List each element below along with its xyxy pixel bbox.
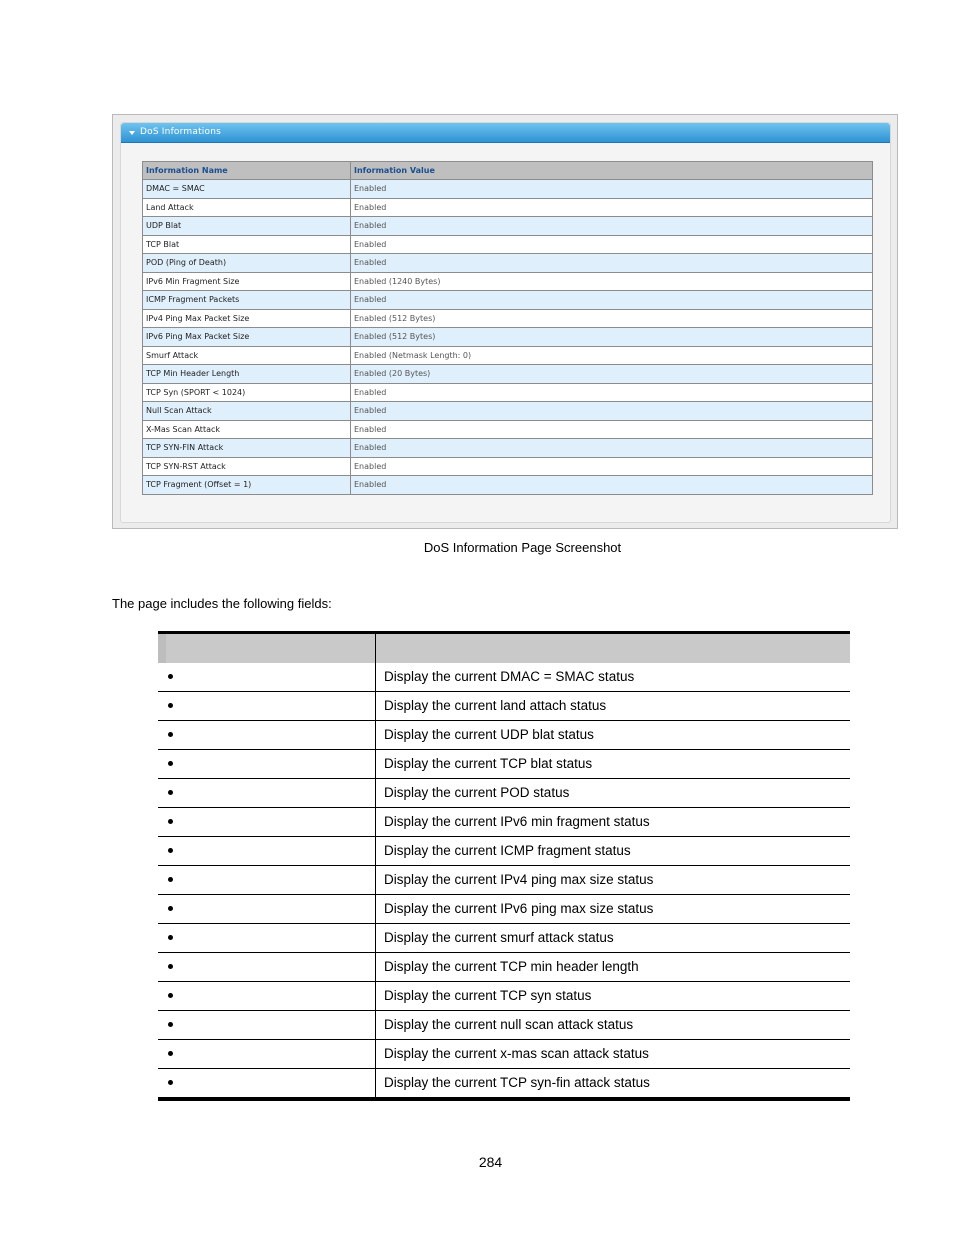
dos-table-body bbox=[143, 180, 873, 495]
panel-title: DoS Informations bbox=[140, 127, 221, 137]
field-description: Display the current null scan attack status bbox=[384, 1017, 634, 1032]
info-value-cell: Enabled bbox=[351, 457, 873, 476]
column-divider bbox=[375, 808, 376, 836]
bullet-icon bbox=[168, 906, 173, 911]
field-description: Display the current UDP blat status bbox=[384, 727, 594, 742]
bullet-icon bbox=[168, 848, 173, 853]
bullet-icon bbox=[168, 1080, 173, 1085]
info-name-cell: IPv4 Ping Max Packet Size bbox=[143, 309, 351, 328]
bullet-icon bbox=[168, 964, 173, 969]
field-description: Display the current ICMP fragment status bbox=[384, 843, 631, 858]
info-name-cell: Smurf Attack bbox=[143, 346, 351, 365]
field-row bbox=[158, 1040, 850, 1069]
field-description: Display the current TCP syn-fin attack status bbox=[384, 1075, 650, 1090]
figure-caption: DoS Information Page Screenshot bbox=[423, 540, 622, 555]
table-row bbox=[143, 254, 873, 273]
fields-table-body bbox=[158, 663, 850, 1098]
dos-info-panel bbox=[120, 122, 891, 523]
field-row bbox=[158, 1069, 850, 1098]
column-divider bbox=[375, 1040, 376, 1068]
bullet-icon bbox=[168, 993, 173, 998]
column-divider bbox=[375, 721, 376, 749]
info-name-cell: Land Attack bbox=[143, 198, 351, 217]
info-name-cell: ICMP Fragment Packets bbox=[143, 291, 351, 310]
info-name-cell: IPv6 Ping Max Packet Size bbox=[143, 328, 351, 347]
table-row bbox=[143, 328, 873, 347]
field-row bbox=[158, 924, 850, 953]
table-row bbox=[143, 291, 873, 310]
info-value-cell: Enabled (Netmask Length: 0) bbox=[351, 346, 873, 365]
info-value-cell: Enabled bbox=[351, 217, 873, 236]
table-row bbox=[143, 309, 873, 328]
collapse-arrow-icon[interactable] bbox=[129, 131, 135, 135]
info-value-cell: Enabled bbox=[351, 180, 873, 199]
bullet-icon bbox=[168, 703, 173, 708]
field-description: Display the current DMAC = SMAC status bbox=[384, 669, 635, 684]
column-divider bbox=[375, 779, 376, 807]
column-divider bbox=[375, 1069, 376, 1097]
screenshot-frame bbox=[112, 114, 898, 529]
info-value-cell: Enabled bbox=[351, 439, 873, 458]
bullet-icon bbox=[168, 1051, 173, 1056]
table-row bbox=[143, 180, 873, 199]
info-value-cell: Enabled bbox=[351, 420, 873, 439]
field-row bbox=[158, 721, 850, 750]
column-divider bbox=[375, 692, 376, 720]
fields-table bbox=[158, 631, 850, 1101]
info-value-cell: Enabled (20 Bytes) bbox=[351, 365, 873, 384]
column-divider bbox=[375, 837, 376, 865]
info-name-cell: UDP Blat bbox=[143, 217, 351, 236]
header-shade bbox=[158, 634, 166, 663]
field-row bbox=[158, 750, 850, 779]
info-name-cell: POD (Ping of Death) bbox=[143, 254, 351, 273]
column-header-value: Information Value bbox=[351, 162, 873, 180]
field-row bbox=[158, 663, 850, 692]
info-name-cell: TCP SYN-RST Attack bbox=[143, 457, 351, 476]
table-row bbox=[143, 217, 873, 236]
field-row bbox=[158, 779, 850, 808]
info-value-cell: Enabled bbox=[351, 198, 873, 217]
field-row bbox=[158, 808, 850, 837]
panel-header[interactable] bbox=[121, 123, 890, 143]
info-name-cell: DMAC = SMAC bbox=[143, 180, 351, 199]
info-name-cell: IPv6 Min Fragment Size bbox=[143, 272, 351, 291]
table-row bbox=[143, 402, 873, 421]
field-description: Display the current land attach status bbox=[384, 698, 607, 713]
info-value-cell: Enabled bbox=[351, 476, 873, 495]
info-value-cell: Enabled (1240 Bytes) bbox=[351, 272, 873, 291]
field-row bbox=[158, 982, 850, 1011]
table-row bbox=[143, 198, 873, 217]
bullet-icon bbox=[168, 935, 173, 940]
bullet-icon bbox=[168, 790, 173, 795]
intro-text: The page includes the following fields: bbox=[112, 596, 332, 611]
dos-info-table bbox=[142, 161, 873, 495]
field-description: Display the current POD status bbox=[384, 785, 570, 800]
table-header-row bbox=[143, 162, 873, 180]
table-row bbox=[143, 272, 873, 291]
table-row bbox=[143, 365, 873, 384]
info-value-cell: Enabled (512 Bytes) bbox=[351, 328, 873, 347]
field-description: Display the current IPv4 ping max size status bbox=[384, 872, 654, 887]
column-header-name: Information Name bbox=[143, 162, 351, 180]
page-number: 284 bbox=[478, 1154, 503, 1170]
field-description: Display the current smurf attack status bbox=[384, 930, 614, 945]
field-row bbox=[158, 895, 850, 924]
table-row bbox=[143, 476, 873, 495]
fields-table-header bbox=[158, 634, 850, 663]
info-name-cell: TCP Fragment (Offset = 1) bbox=[143, 476, 351, 495]
field-row bbox=[158, 953, 850, 982]
column-divider bbox=[375, 1011, 376, 1039]
field-description: Display the current IPv6 min fragment status bbox=[384, 814, 650, 829]
field-description: Display the current x-mas scan attack status bbox=[384, 1046, 649, 1061]
info-name-cell: TCP Blat bbox=[143, 235, 351, 254]
info-value-cell: Enabled bbox=[351, 383, 873, 402]
info-value-cell: Enabled bbox=[351, 254, 873, 273]
field-row bbox=[158, 837, 850, 866]
table-row bbox=[143, 457, 873, 476]
bullet-icon bbox=[168, 732, 173, 737]
info-name-cell: X-Mas Scan Attack bbox=[143, 420, 351, 439]
column-divider bbox=[375, 866, 376, 894]
info-value-cell: Enabled (512 Bytes) bbox=[351, 309, 873, 328]
table-row bbox=[143, 346, 873, 365]
table-row bbox=[143, 383, 873, 402]
field-description: Display the current TCP blat status bbox=[384, 756, 593, 771]
field-row bbox=[158, 866, 850, 895]
table-row bbox=[143, 235, 873, 254]
header-divider bbox=[375, 634, 376, 663]
bullet-icon bbox=[168, 761, 173, 766]
field-description: Display the current TCP syn status bbox=[384, 988, 592, 1003]
table-row bbox=[143, 439, 873, 458]
bullet-icon bbox=[168, 819, 173, 824]
bullet-icon bbox=[168, 877, 173, 882]
column-divider bbox=[375, 895, 376, 923]
info-name-cell: TCP Syn (SPORT < 1024) bbox=[143, 383, 351, 402]
info-name-cell: TCP Min Header Length bbox=[143, 365, 351, 384]
table-row bbox=[143, 420, 873, 439]
bullet-icon bbox=[168, 1022, 173, 1027]
info-value-cell: Enabled bbox=[351, 402, 873, 421]
bullet-icon bbox=[168, 674, 173, 679]
info-name-cell: Null Scan Attack bbox=[143, 402, 351, 421]
info-name-cell: TCP SYN-FIN Attack bbox=[143, 439, 351, 458]
info-value-cell: Enabled bbox=[351, 291, 873, 310]
field-row bbox=[158, 692, 850, 721]
field-description: Display the current TCP min header length bbox=[384, 959, 639, 974]
column-divider bbox=[375, 982, 376, 1010]
field-row bbox=[158, 1011, 850, 1040]
column-divider bbox=[375, 750, 376, 778]
column-divider bbox=[375, 953, 376, 981]
column-divider bbox=[375, 924, 376, 952]
field-description: Display the current IPv6 ping max size status bbox=[384, 901, 654, 916]
info-value-cell: Enabled bbox=[351, 235, 873, 254]
column-divider bbox=[375, 663, 376, 691]
